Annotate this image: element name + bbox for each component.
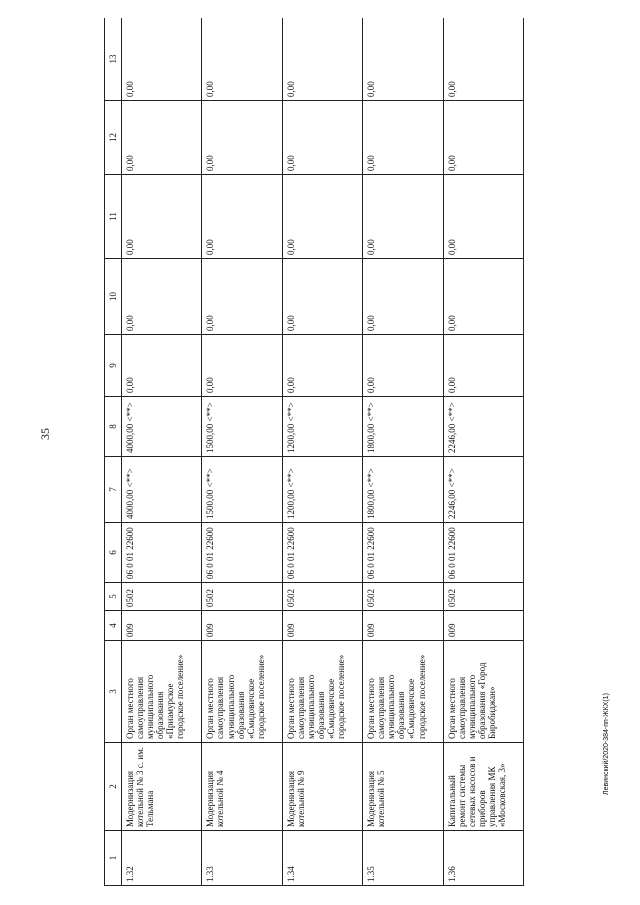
cell-federal-funds: 1500,00 <**> [202, 397, 282, 457]
cell-section-code: 0502 [443, 583, 523, 611]
cell-col-13: 0,00 [202, 18, 282, 101]
cell-regional-col-9: 0,00 [282, 335, 362, 397]
cell-measure-name: Модернизация котельной № 5 [363, 743, 443, 831]
column-header-5: 5 [105, 583, 122, 611]
cell-executor: Орган местного самоуправления муниципального образования «Смидовичское городское поселение» [363, 641, 443, 743]
table-row [202, 18, 282, 886]
cell-federal-funds: 1200,00 <**> [282, 397, 362, 457]
cell-target-article: 06 0 01 22600 [363, 523, 443, 583]
cell-col-10: 0,00 [282, 259, 362, 335]
cell-section-code: 0502 [363, 583, 443, 611]
cell-row-number: 1.34 [282, 831, 362, 886]
cell-ministry-code: 009 [202, 611, 282, 641]
cell-executor: Орган местного самоуправления муниципального образования «Приамурское городское поселение» [122, 641, 202, 743]
cell-regional-col-9: 0,00 [363, 335, 443, 397]
column-header-2: 2 [105, 743, 122, 831]
cell-col-13: 0,00 [282, 18, 362, 101]
cell-row-number: 1.35 [363, 831, 443, 886]
page-number: 35 [38, 428, 52, 440]
column-header-4: 4 [105, 611, 122, 641]
cell-total-amount: 4000,00 <**> [122, 457, 202, 523]
cell-col-11: 0,00 [122, 175, 202, 259]
document-footer-code: Левинский/2020-384-пп-ЖКХ(1) [603, 693, 610, 795]
cell-regional-col-9: 0,00 [202, 335, 282, 397]
cell-col-10: 0,00 [363, 259, 443, 335]
cell-section-code: 0502 [122, 583, 202, 611]
cell-measure-name: Капитальный ремонт системы сетевых насосов и приборов управления МК «Московская, 3» [443, 743, 523, 831]
cell-ministry-code: 009 [282, 611, 362, 641]
cell-target-article: 06 0 01 22600 [122, 523, 202, 583]
cell-executor: Орган местного самоуправления муниципального образования «Смидовичское городское поселение» [202, 641, 282, 743]
cell-target-article: 06 0 01 22600 [282, 523, 362, 583]
cell-executor: Орган местного самоуправления муниципального образования «Смидовичское городское поселение» [282, 641, 362, 743]
cell-row-number: 1.33 [202, 831, 282, 886]
cell-col-12: 0,00 [282, 101, 362, 175]
table-row [122, 18, 202, 886]
cell-ministry-code: 009 [363, 611, 443, 641]
cell-executor: Орган местного самоуправления муниципального образования «Город Биробиджан» [443, 641, 523, 743]
cell-ministry-code: 009 [443, 611, 523, 641]
cell-total-amount: 1200,00 <**> [282, 457, 362, 523]
cell-col-10: 0,00 [202, 259, 282, 335]
cell-col-13: 0,00 [363, 18, 443, 101]
cell-target-article: 06 0 01 22600 [202, 523, 282, 583]
column-header-13: 13 [105, 18, 122, 101]
cell-total-amount: 1500,00 <**> [202, 457, 282, 523]
cell-col-11: 0,00 [282, 175, 362, 259]
column-header-10: 10 [105, 259, 122, 335]
cell-federal-funds: 2246,00 <**> [443, 397, 523, 457]
cell-row-number: 1.32 [122, 831, 202, 886]
cell-col-12: 0,00 [122, 101, 202, 175]
cell-regional-col-9: 0,00 [122, 335, 202, 397]
cell-regional-col-9: 0,00 [443, 335, 523, 397]
cell-measure-name: Модернизация котельной № 4 [202, 743, 282, 831]
column-header-8: 8 [105, 397, 122, 457]
table-container [104, 18, 524, 886]
rotated-table-frame [104, 18, 524, 886]
cell-col-12: 0,00 [363, 101, 443, 175]
cell-federal-funds: 1800,00 <**> [363, 397, 443, 457]
column-header-1: 1 [105, 831, 122, 886]
column-header-7: 7 [105, 457, 122, 523]
cell-col-12: 0,00 [443, 101, 523, 175]
cell-col-11: 0,00 [443, 175, 523, 259]
cell-col-13: 0,00 [443, 18, 523, 101]
table-row [282, 18, 362, 886]
column-header-3: 3 [105, 641, 122, 743]
column-header-6: 6 [105, 523, 122, 583]
cell-total-amount: 1800,00 <**> [363, 457, 443, 523]
cell-section-code: 0502 [282, 583, 362, 611]
column-header-9: 9 [105, 335, 122, 397]
cell-col-11: 0,00 [363, 175, 443, 259]
cell-measure-name: Модернизация котельной № 9 [282, 743, 362, 831]
cell-ministry-code: 009 [122, 611, 202, 641]
cell-row-number: 1.36 [443, 831, 523, 886]
budget-table [104, 18, 524, 886]
cell-col-10: 0,00 [122, 259, 202, 335]
table-header-row [105, 18, 122, 886]
table-row [443, 18, 523, 886]
cell-section-code: 0502 [202, 583, 282, 611]
cell-measure-name: Модернизация котельной № 3 с. им. Тельмана [122, 743, 202, 831]
cell-federal-funds: 4000,00 <**> [122, 397, 202, 457]
table-row [363, 18, 443, 886]
column-header-11: 11 [105, 175, 122, 259]
column-header-12: 12 [105, 101, 122, 175]
cell-col-10: 0,00 [443, 259, 523, 335]
cell-col-12: 0,00 [202, 101, 282, 175]
cell-total-amount: 2246,00 <**> [443, 457, 523, 523]
cell-col-13: 0,00 [122, 18, 202, 101]
cell-col-11: 0,00 [202, 175, 282, 259]
cell-target-article: 06 0 01 22600 [443, 523, 523, 583]
